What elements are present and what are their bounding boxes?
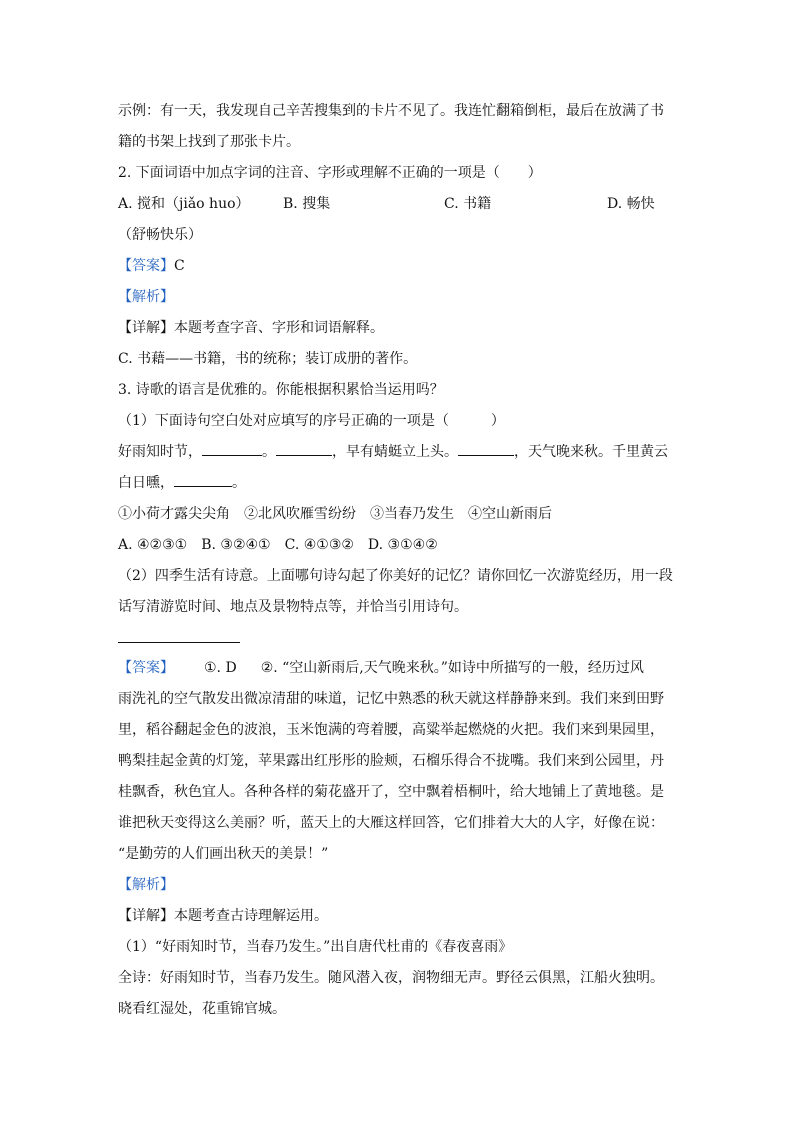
- q3-sub1: （1）下面诗句空白处对应填写的序号正确的一项是（ ）: [118, 413, 505, 429]
- q3-answer-line: 鸭梨挂起金黄的灯笼，苹果露出红彤彤的脸颊，石榴乐得合不拢嘴。我们来到公园里，丹: [118, 753, 664, 769]
- q3-answer-line: 谁把秋天变得这么美丽？听，蓝天上的大雁这样回答，它们排着大大的人字，好像在说：: [118, 815, 664, 831]
- q3-sub2-line-1: （2）四季生活有诗意。上面哪句诗勾起了你美好的记忆？请你回忆一次游览经历，用一段: [118, 568, 673, 584]
- q2-detail-text: 本题考查字音、字形和词语解释。: [174, 320, 384, 336]
- poem-part-a: 好雨知时节，: [118, 444, 202, 460]
- q3-answer-line: 雨洗礼的空气散发出微凉清甜的味道，记忆中熟悉的秋天就这样静静来到。我们来到田野: [118, 691, 664, 707]
- q3-detail: [118, 901, 678, 932]
- q2-detail: [118, 313, 678, 344]
- q3-full-poem-1: 全诗：好雨知时节，当春乃发生。随风潜入夜，润物细无声。野径云俱黑，江船火独明。: [118, 970, 664, 986]
- q3-detail-label: 【详解】: [118, 908, 174, 924]
- q2-options: [118, 189, 678, 220]
- document-page: [118, 96, 678, 1025]
- q3-answer-part-2: ②. “空山新雨后,天气晚来秋。”如诗中所描写的一般，经历过风: [260, 660, 644, 676]
- q2-answer-label: 【答案】: [118, 258, 174, 274]
- poem-part-e: 白日曛，: [118, 475, 174, 491]
- example-line-1: 示例：有一天，我发现自己辛苦搜集到的卡片不见了。我连忙翻箱倒柜，最后在放满了书: [118, 103, 664, 119]
- q3-choices: ①小荷才露尖尖角 ②北风吹雁雪纷纷 ③当春乃发生 ④空山新雨后: [118, 506, 552, 522]
- q3-full-poem-2: 晓看红湿处，花重锦官城。: [118, 1001, 286, 1017]
- example-line-2: 籍的书架上找到了那张卡片。: [118, 134, 300, 150]
- q3-answer-line: 里，稻谷翻起金色的波浪，玉米饱满的弯着腰，高粱举起燃烧的火把。我们来到果园里，: [118, 722, 664, 738]
- q2-option-c: C. 书籍: [444, 196, 492, 212]
- q3-stem: 3. 诗歌的语言是优雅的。你能根据积累恰当运用吗？: [118, 382, 444, 398]
- q3-answer-line: “是勤劳的人们画出秋天的美景！”: [118, 846, 329, 862]
- q2-stem: 2. 下面词语中加点字词的注音、字形或理解不正确的一项是（ ）: [118, 165, 542, 181]
- q3-answer-label: 【答案】: [118, 660, 174, 676]
- fill-blank-1: [202, 441, 262, 456]
- poem-part-d: ，天气晚来秋。千里黄云: [514, 444, 668, 460]
- q2-option-b: B. 搜集: [283, 196, 331, 212]
- fill-blank-2: [276, 441, 332, 456]
- q3-sub2-line-2: 话写清游览时间、地点及景物特点等，并恰当引用诗句。: [118, 599, 468, 615]
- q3-detail-text: 本题考查古诗理解运用。: [174, 908, 328, 924]
- poem-part-c: ，早有蜻蜓立上头。: [332, 444, 458, 460]
- q2-analysis-label: 【解析】: [118, 289, 174, 305]
- q3-answer-line-1: [118, 653, 678, 684]
- q3-answer-line: 桂飘香，秋色宜人。各种各样的菊花盛开了，空中飘着梧桐叶，给大地铺上了黄地毯。是: [118, 784, 664, 800]
- q2-option-d-cont: （舒畅快乐）: [118, 227, 202, 243]
- q3-analysis-label: 【解析】: [118, 877, 174, 893]
- q2-answer: [118, 251, 678, 282]
- fill-blank-3: [458, 441, 514, 456]
- q3-poem-line-1: [118, 437, 678, 468]
- poem-part-b: 。: [262, 444, 276, 460]
- q3-source-line: （1）“好雨知时节，当春乃发生。”出自唐代杜甫的《春夜喜雨》: [118, 939, 513, 955]
- q3-answer-part-1: ①. D: [204, 660, 237, 676]
- q2-explain: C. 书藉——书籍，书的统称；装订成册的著作。: [118, 351, 418, 367]
- poem-part-f: 。: [232, 475, 246, 491]
- q2-answer-value: C: [174, 258, 185, 274]
- q3-poem-line-2: [118, 468, 678, 499]
- q2-option-d: D. 畅快: [607, 196, 655, 212]
- q2-detail-label: 【详解】: [118, 320, 174, 336]
- fill-blank-4: [174, 472, 232, 487]
- q3-abcd: A. ④②③① B. ③②④① C. ④①③② D. ③①④②: [118, 537, 438, 553]
- q2-option-a: A. 搅和（jiǎo huo）: [118, 196, 250, 212]
